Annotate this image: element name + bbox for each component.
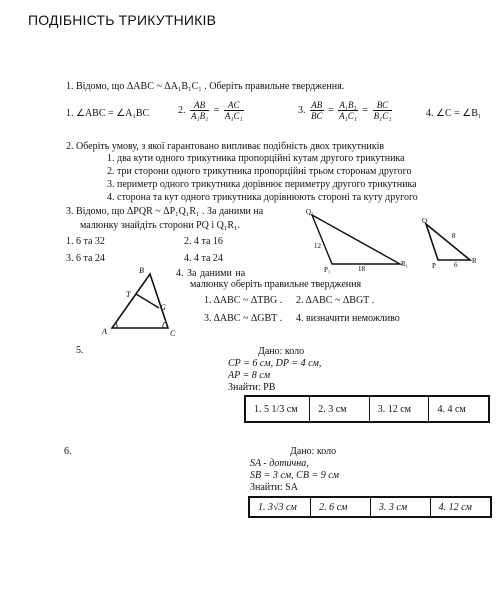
fraction: $\frac{\text{A₁B₁}}{\text{A₁C₁}}$ bbox=[339, 100, 357, 121]
q3-stem-line2: малюнку знайдіть сторони PQ і Q₁R₁. bbox=[80, 220, 241, 231]
q5-answer-1[interactable] bbox=[245, 396, 310, 422]
segment-tg bbox=[136, 294, 159, 308]
vertex-a-label: A bbox=[102, 327, 107, 336]
q2-stem: 2. Оберіть умову, з якої гарантовано випливає подібність двох трикутників bbox=[66, 141, 385, 152]
q5-answer-4[interactable]: 4. 4 см bbox=[429, 396, 489, 422]
q5-answer-3[interactable]: 3. 12 см bbox=[369, 396, 429, 422]
q6-given: Дано: коло bbox=[290, 446, 337, 457]
q3-stem-line1: 3. Відомо, що ΔPQR ~ ΔP₁Q₁R₁ . За даними на bbox=[66, 206, 264, 217]
vertex-r1-label: R₁ bbox=[401, 260, 409, 268]
q6-answer-1[interactable]: 1. 3√3 см bbox=[249, 497, 311, 517]
q4-option-3: 3. ΔABC ~ ΔGBT . bbox=[204, 313, 283, 324]
triangle-pqr bbox=[426, 224, 470, 260]
q4-stem-line1: 4. За даними на bbox=[176, 268, 246, 279]
q4-option-1: 1. ΔABC ~ ΔTBG . bbox=[204, 295, 283, 306]
q1-stem: 1. Відомо, що ΔABC ~ ΔA₁B₁C₁ . Оберіть правильне твердження. bbox=[66, 81, 345, 92]
q6-answer-4[interactable]: 4. 12 см bbox=[430, 497, 491, 517]
q2-option-2: 2. три сторони одного трикутника пропорційні трьом сторонам другого bbox=[107, 166, 412, 177]
fraction: $\frac{BC}{\text{B₁C₁}}$ bbox=[373, 100, 392, 121]
q1-option-2: 2. $\frac{AB}{\text{A₁B₁}}$ = $\frac{AC}{\text{A₁C₁}}$ bbox=[178, 100, 243, 121]
q5-line2: AP = 8 см bbox=[228, 370, 271, 381]
q1-opt3-label: 3. bbox=[298, 105, 306, 116]
q3-option-3: 3. 6 та 24 bbox=[66, 253, 105, 264]
q3-triangles-figure bbox=[300, 200, 500, 280]
vertex-r-label: R bbox=[472, 257, 477, 265]
q1-option-3: 3. $\frac{AB}{BC}$ = $\frac{\text{A₁B₁}}{\text{A₁C₁}}$ = $\frac{BC}{\text{B₁C₁}}$ bbox=[298, 100, 392, 121]
q3-option-2: 2. 4 та 16 bbox=[184, 236, 223, 247]
q2-option-4: 4. сторона та кут одного трикутника дорівнюють стороні та куту другого bbox=[107, 192, 418, 203]
vertex-q-label: Q bbox=[422, 217, 428, 225]
q3-option-4: 4. 4 та 24 bbox=[184, 253, 223, 264]
q5-find: Знайти: PB bbox=[228, 382, 276, 393]
vertex-p1-label: P₁ bbox=[324, 266, 331, 274]
angle-c-mark bbox=[163, 322, 165, 328]
q4-option-4: 4. визначити неможливо bbox=[296, 313, 400, 324]
q6-find: Знайти: SA bbox=[250, 482, 298, 493]
fraction: $\frac{AC}{\text{A₁C₁}}$ bbox=[224, 100, 243, 121]
q4-option-2: 2. ΔABC ~ ΔBGT . bbox=[296, 295, 375, 306]
q1-option-4: 4. ∠C = ∠B₁ bbox=[426, 108, 482, 119]
q5-answer-table bbox=[244, 395, 490, 423]
side-length-label: 18 bbox=[358, 265, 365, 273]
q5-number: 5. bbox=[76, 345, 84, 356]
side-length-label: 6 bbox=[454, 261, 458, 269]
point-t-label: T bbox=[126, 290, 131, 299]
q6-number: 6. bbox=[64, 446, 72, 457]
q6-answer-2[interactable]: 2. 6 см bbox=[311, 497, 371, 517]
q6-answer-table bbox=[248, 496, 492, 518]
q6-line1: SA - дотична, bbox=[250, 458, 309, 469]
q4-stem-line2: малюнку оберіть правильне твердження bbox=[190, 279, 362, 290]
point-g-label: G bbox=[160, 303, 166, 312]
vertex-c-label: C bbox=[170, 329, 176, 338]
vertex-q1-label: Q₁ bbox=[306, 208, 314, 216]
q5-given: Дано: коло bbox=[258, 346, 305, 357]
fraction: $\frac{AB}{\text{A₁B₁}}$ bbox=[191, 100, 209, 121]
q2-option-3: 3. периметр одного трикутника дорівнює периметру другого трикутника bbox=[107, 179, 417, 190]
vertex-b-label: B bbox=[139, 266, 144, 275]
q6-line2: SB = 3 см, CB = 9 см bbox=[250, 470, 340, 481]
q6-answer-3[interactable]: 3. 3 см bbox=[370, 497, 430, 517]
q3-option-1: 1. 6 та 32 bbox=[66, 236, 105, 247]
page-title: ПОДІБНІСТЬ ТРИКУТНИКІВ bbox=[28, 12, 217, 28]
q5-answer-1-text: 1. 5 1/3 см bbox=[254, 403, 298, 415]
q5-line1: CP = 6 см, DP = 4 см, bbox=[228, 358, 322, 369]
vertex-p-label: P bbox=[432, 262, 436, 270]
q1-option-1: 1. ∠ABC = ∠A₁BC bbox=[66, 108, 150, 119]
q2-option-1: 1. два кути одного трикутника пропорційні кутам другого трикутника bbox=[107, 153, 405, 164]
fraction: $\frac{AB}{BC}$ bbox=[311, 100, 323, 121]
triangle-p1q1r1 bbox=[312, 215, 400, 264]
q5-answer-2[interactable]: 2. 3 см bbox=[310, 396, 369, 422]
triangle-abc bbox=[112, 274, 168, 328]
q1-opt2-label: 2. bbox=[178, 105, 186, 116]
side-length-label: 8 bbox=[452, 232, 456, 240]
side-length-label: 12 bbox=[314, 242, 321, 250]
q4-triangle-figure bbox=[96, 264, 188, 342]
